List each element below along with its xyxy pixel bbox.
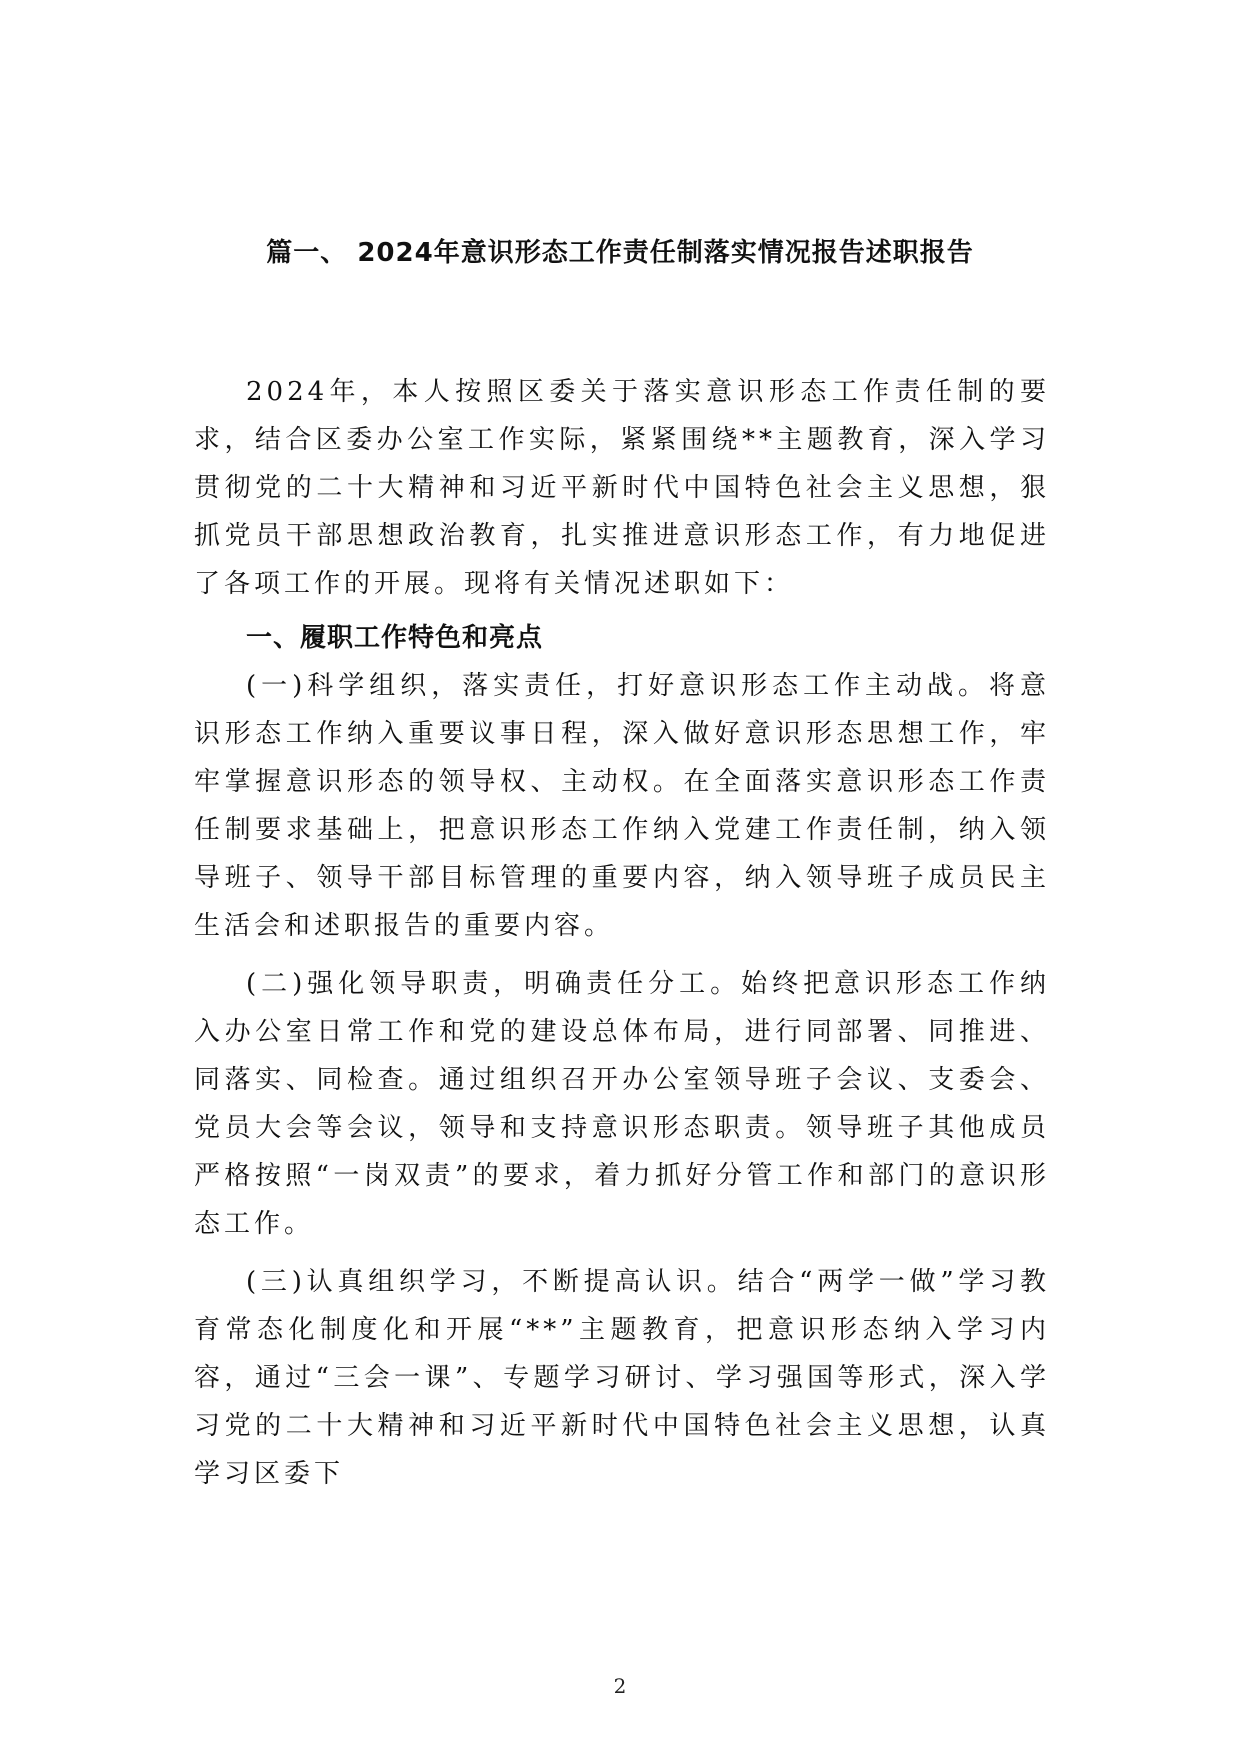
- paragraph-1: (一)科学组织，落实责任，打好意识形态工作主动战。将意识形态工作纳入重要议事日程，深入做好意识形态思想工作，牢牢掌握意识形态的领导权、主动权。在全面落实意识形态工作责任制要求基础上，把意识形态工作纳入党建工作责任制，纳入领导班子、领导干部目标管理的重要内容，纳入领导班子成员民主生活会和述职报告的重要内容。: [194, 671, 1050, 941]
- document-title: 篇一、 2024年意识形态工作责任制落实情况报告述职报告: [266, 238, 974, 268]
- paragraph-3: (三)认真组织学习，不断提高认识。结合“两学一做”学习教育常态化制度化和开展“**”主题教育，把意识形态纳入学习内容，通过“三会一课”、专题学习研讨、学习强国等形式，深入学习党的二十大精神和习近平新时代中国特色社会主义思想，认真学习区委下: [194, 1267, 1050, 1489]
- paragraph-2: (二)强化领导职责，明确责任分工。始终把意识形态工作纳入办公室日常工作和党的建设总体布局，进行同部署、同推进、同落实、同检查。通过组织召开办公室领导班子会议、支委会、党员大会等会议，领导和支持意识形态职责。领导班子其他成员严格按照“一岗双责”的要求，着力抓好分管工作和部门的意识形态工作。: [194, 969, 1050, 1239]
- document-body: [194, 368, 1050, 1498]
- section-heading: 一、履职工作特色和亮点: [246, 623, 544, 653]
- intro-paragraph: 2024年，本人按照区委关于落实意识形态工作责任制的要求，结合区委办公室工作实际，紧紧围绕**主题教育，深入学习贯彻党的二十大精神和习近平新时代中国特色社会主义思想，狠抓党员干部思想政治教育，扎实推进意识形态工作，有力地促进了各项工作的开展。现将有关情况述职如下：: [194, 377, 1050, 599]
- page-number: 2: [613, 1674, 627, 1698]
